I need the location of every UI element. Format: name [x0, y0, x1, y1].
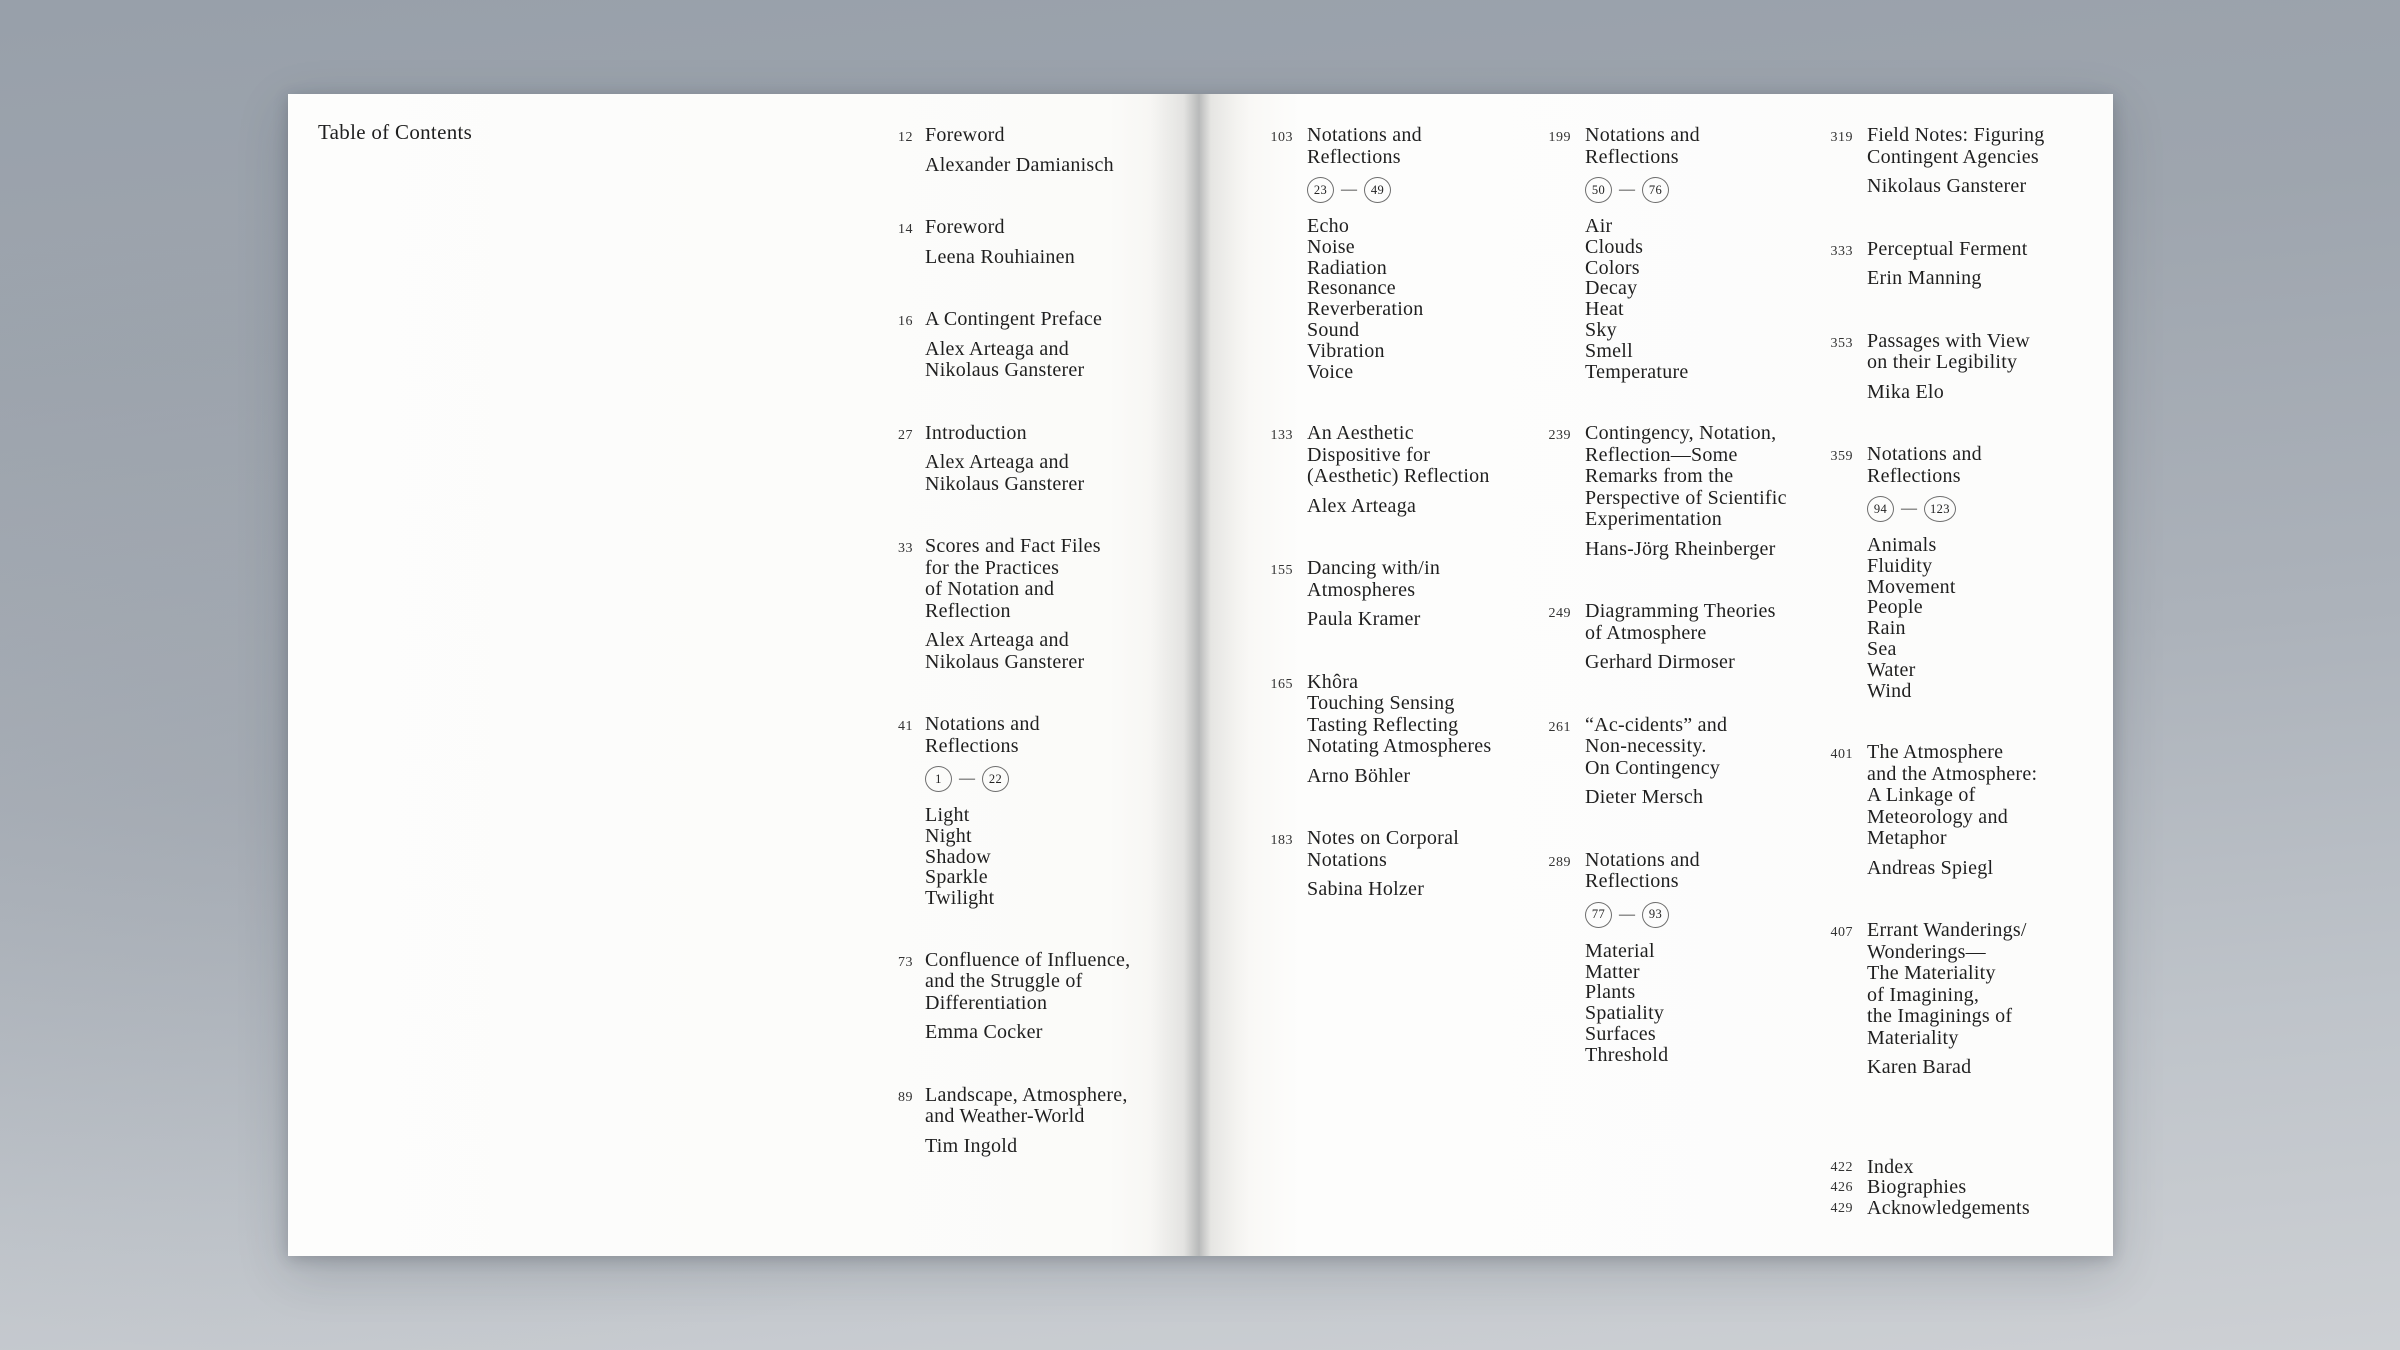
notation-item: Colors: [1585, 256, 1640, 279]
toc-entry: [1805, 444, 2044, 701]
entry-title-line: of Atmosphere: [1585, 621, 1707, 644]
entry-author-line: Alex Arteaga and: [925, 629, 1069, 651]
notation-item: People: [1867, 596, 1923, 619]
backmatter-entry: [1805, 1198, 2044, 1219]
notation-list: [1585, 216, 1700, 382]
entry-title-line: Diagramming Theories: [1585, 600, 1776, 623]
entry-title: [925, 125, 1114, 147]
entry-body: [925, 714, 1040, 909]
entry-title-line: A Contingent Preface: [925, 308, 1103, 330]
entry-title-line: Introduction: [925, 421, 1027, 444]
toc-column-right-3: [1805, 125, 2044, 1218]
entry-title: [925, 423, 1084, 445]
entry-page-number: 165: [1270, 676, 1293, 692]
entry-title-line: Reflections: [925, 734, 1019, 757]
entry-author-line: Tim Ingold: [925, 1134, 1018, 1157]
entry-title-line: Reflection: [925, 599, 1011, 622]
entry-page-number: 73: [898, 954, 913, 970]
entry-page-number: 426: [1830, 1180, 1853, 1196]
toc-entry: [883, 1085, 1130, 1158]
entry-title: [1867, 444, 1982, 487]
notation-list: [1867, 535, 1982, 701]
entry-title: [1867, 125, 2044, 168]
notation-item: Voice: [1307, 360, 1354, 383]
range-end-circle: 123: [1924, 496, 1956, 522]
notation-item: Temperature: [1585, 360, 1689, 383]
entry-page-number: 401: [1830, 747, 1853, 763]
entry-author-line: Erin Manning: [1867, 267, 1982, 289]
entry-page-number: 239: [1548, 428, 1571, 444]
notation-range-badge: [1307, 177, 1424, 203]
toc-entry: [1523, 423, 1787, 560]
entry-title-line: Non-necessity.: [1585, 735, 1707, 758]
entry-author-line: Hans-Jörg Rheinberger: [1585, 537, 1776, 560]
entry-title: [1867, 239, 2028, 261]
entry-title: [1307, 423, 1490, 488]
entry-title: [1867, 920, 2027, 1049]
notation-item: Night: [925, 824, 972, 847]
notation-item: Surfaces: [1585, 1023, 1656, 1046]
entry-authors: [1867, 176, 2044, 198]
entry-page-number: 14: [898, 222, 913, 237]
range-end-circle: 22: [982, 766, 1009, 792]
entry-author-line: Gerhard Dirmoser: [1585, 651, 1736, 674]
toc-entry: [1805, 920, 2044, 1079]
entry-title-line: An Aesthetic: [1307, 422, 1414, 445]
entry-authors: [1307, 496, 1490, 518]
entry-authors: [1307, 609, 1440, 631]
entry-body: [925, 309, 1102, 382]
range-dash: —: [959, 770, 975, 787]
toc-entry: [1523, 715, 1787, 809]
range-end-circle: 76: [1642, 177, 1669, 203]
entry-title-line: Perceptual Ferment: [1867, 237, 2028, 260]
notation-list: [925, 805, 1040, 909]
entry-title-line: Touching Sensing: [1307, 692, 1455, 715]
entry-author-line: Alex Arteaga and: [925, 337, 1069, 360]
entry-title-line: “Ac-cidents” and: [1585, 713, 1728, 736]
entry-author-line: Sabina Holzer: [1307, 878, 1425, 901]
entry-authors: [1867, 268, 2028, 290]
entry-authors: [1867, 858, 2037, 880]
entry-title-line: of Notation and: [925, 578, 1055, 600]
entry-author-line: Arno Böhler: [1307, 764, 1411, 787]
toc-column-left-page: [883, 125, 1130, 1198]
notation-item: Sound: [1307, 318, 1360, 341]
entry-title-line: Confluence of Influence,: [925, 948, 1131, 971]
notation-list: [1585, 941, 1700, 1066]
toc-entry: [883, 423, 1130, 496]
notation-item: Noise: [1307, 235, 1355, 258]
entry-author-line: Paula Kramer: [1307, 608, 1421, 631]
entry-author-line: Dieter Mersch: [1585, 786, 1704, 809]
entry-authors: [925, 1136, 1128, 1158]
entry-title: [1307, 672, 1491, 758]
entry-title-line: Meteorology and: [1867, 805, 2008, 828]
entry-page-number: 333: [1830, 243, 1853, 259]
entry-title-line: Differentiation: [925, 991, 1048, 1014]
entry-author-line: Alex Arteaga and: [925, 451, 1069, 473]
entry-authors: [1307, 879, 1459, 901]
entry-page-number: 41: [898, 719, 913, 734]
range-start-circle: 50: [1585, 177, 1612, 203]
entry-title-line: Notations: [1307, 848, 1388, 871]
entry-page-number: 319: [1830, 130, 1853, 145]
entry-page-number: 183: [1270, 833, 1293, 849]
toc-entry: [1245, 423, 1491, 517]
notation-item: Fluidity: [1867, 554, 1933, 577]
notation-item: Reverberation: [1307, 298, 1424, 321]
toc-entry: [1245, 828, 1491, 901]
notation-item: Water: [1867, 658, 1916, 681]
toc-entry: [1523, 601, 1787, 674]
entry-title: [1585, 601, 1776, 644]
entry-title: Acknowledgements: [1867, 1196, 2030, 1219]
entry-title-line: Scores and Fact Files: [925, 535, 1101, 557]
entry-author-line: Leena Rouhiainen: [925, 245, 1076, 268]
entry-title-line: Metaphor: [1867, 827, 1947, 850]
entry-page-number: 33: [898, 541, 913, 556]
entry-title: [1867, 331, 2030, 374]
range-start-circle: 1: [925, 766, 952, 792]
entry-authors: [925, 155, 1114, 177]
entry-authors: [1585, 787, 1727, 809]
entry-body: [925, 1085, 1128, 1158]
notation-item: Air: [1585, 215, 1613, 237]
notation-item: Threshold: [1585, 1043, 1669, 1066]
entry-title-line: Contingent Agencies: [1867, 145, 2039, 168]
notation-item: Heat: [1585, 298, 1624, 321]
entry-title-line: The Atmosphere: [1867, 741, 2004, 764]
entry-title-line: Tasting Reflecting: [1307, 713, 1459, 736]
notation-item: Light: [925, 804, 970, 826]
range-dash: —: [1619, 905, 1635, 923]
entry-title-line: Contingency, Notation,: [1585, 422, 1777, 445]
notation-item: Sea: [1867, 637, 1897, 660]
entry-title-line: the Imaginings of: [1867, 1005, 2013, 1028]
entry-author-line: Nikolaus Gansterer: [925, 650, 1085, 673]
entry-body: [1867, 331, 2030, 404]
entry-title-line: and the Struggle of: [925, 970, 1083, 993]
entry-title-line: Khôra: [1307, 670, 1359, 693]
toc-entry: [883, 125, 1130, 176]
entry-authors: [925, 339, 1102, 382]
entry-title: [925, 536, 1101, 622]
entry-title-line: Landscape, Atmosphere,: [925, 1083, 1128, 1106]
range-end-circle: 93: [1642, 902, 1669, 928]
entry-body: [1867, 444, 1982, 701]
notation-item: Material: [1585, 939, 1655, 962]
entry-title-line: Perspective of Scientific: [1585, 486, 1787, 509]
notation-range-badge: [1867, 496, 1982, 522]
entry-title-line: Reflections: [1585, 870, 1679, 893]
toc-entry: [883, 536, 1130, 673]
entry-author-line: Mika Elo: [1867, 380, 1944, 403]
toc-entry: [1805, 331, 2044, 404]
entry-title: [925, 217, 1075, 239]
entry-title: Biographies: [1867, 1176, 1967, 1199]
entry-title-line: Dispositive for: [1307, 443, 1431, 466]
entry-title-line: Notations and: [1307, 124, 1422, 146]
entry-title: Index: [1867, 1155, 1914, 1178]
entry-page-number: 249: [1548, 606, 1571, 622]
entry-title-line: and the Atmosphere:: [1867, 762, 2038, 785]
notation-item: Shadow: [925, 845, 991, 868]
entry-author-line: Emma Cocker: [925, 1021, 1043, 1044]
entry-title-line: Foreword: [925, 124, 1005, 146]
entry-authors: [1585, 539, 1787, 561]
entry-title-line: Notating Atmospheres: [1307, 735, 1492, 758]
entry-title-line: Dancing with/in: [1307, 557, 1441, 580]
entry-author-line: Nikolaus Gansterer: [1867, 175, 2027, 197]
entry-page-number: 103: [1270, 130, 1293, 145]
entry-authors: [1307, 766, 1491, 788]
backmatter-entry: [1805, 1157, 2044, 1178]
entry-title: [1585, 125, 1700, 168]
entry-title-line: Notations and: [1867, 443, 1982, 465]
notation-item: Decay: [1585, 277, 1638, 300]
toc-entry: [883, 309, 1130, 382]
range-dash: —: [1901, 500, 1917, 517]
toc-entry: [1523, 125, 1787, 382]
entry-page-number: 133: [1270, 428, 1293, 444]
entry-page-number: 89: [898, 1089, 913, 1105]
entry-page-number: 407: [1830, 925, 1853, 941]
entry-title-line: Reflections: [1307, 145, 1401, 168]
entry-title: [925, 1085, 1128, 1128]
entry-title-line: A Linkage of: [1867, 784, 1976, 807]
toc-entry: [1523, 850, 1787, 1066]
entry-body: [1867, 742, 2037, 879]
entry-page-number: 359: [1830, 449, 1853, 464]
notation-item: Resonance: [1307, 277, 1396, 300]
toc-entry: [883, 217, 1130, 268]
toc-title: Table of Contents: [318, 120, 473, 144]
entry-title: [1307, 828, 1459, 871]
notation-item: Sparkle: [925, 866, 988, 889]
entry-title-line: The Materiality: [1867, 962, 1996, 985]
entry-body: [925, 125, 1114, 176]
toc-entry: [1245, 672, 1491, 788]
entry-title-line: Materiality: [1867, 1026, 1959, 1049]
entry-title-line: Notations and: [925, 713, 1040, 735]
entry-page-number: 422: [1830, 1159, 1853, 1175]
range-start-circle: 94: [1867, 496, 1894, 522]
entry-body: [925, 950, 1130, 1044]
notation-item: Radiation: [1307, 256, 1388, 279]
toc-entry: [883, 950, 1130, 1044]
notation-item: Matter: [1585, 960, 1640, 983]
toc-entry: [1805, 742, 2044, 879]
notation-item: Vibration: [1307, 339, 1385, 362]
entry-body: [1585, 601, 1776, 674]
entry-authors: [925, 452, 1084, 495]
notation-item: Plants: [1585, 981, 1636, 1004]
entry-body: [1307, 558, 1440, 631]
entry-body: [1307, 125, 1424, 382]
range-start-circle: 77: [1585, 902, 1612, 928]
toc-entry: [1245, 558, 1491, 631]
entry-title: [1585, 715, 1727, 780]
notation-item: Sky: [1585, 318, 1617, 341]
entry-authors: [925, 247, 1075, 269]
entry-title-line: Experimentation: [1585, 508, 1723, 531]
notation-item: Movement: [1867, 575, 1956, 598]
notation-range-badge: [925, 766, 1040, 792]
entry-body: [1307, 828, 1459, 901]
toc-entry: [1245, 125, 1491, 382]
entry-title-line: Reflections: [1867, 464, 1961, 487]
entry-title-line: Passages with View: [1867, 329, 2030, 352]
entry-page-number: 429: [1830, 1200, 1853, 1216]
notation-list: [1307, 216, 1424, 382]
entry-title: [1867, 742, 2037, 850]
notation-item: Wind: [1867, 679, 1912, 702]
range-dash: —: [1619, 181, 1635, 198]
notation-item: Spatiality: [1585, 1002, 1665, 1025]
notation-item: Smell: [1585, 339, 1633, 362]
entry-title-line: Reflection—Some: [1585, 443, 1738, 466]
entry-page-number: 199: [1548, 130, 1571, 145]
entry-body: [1867, 239, 2028, 290]
backmatter-entry: [1805, 1177, 2044, 1198]
toc-column-right-1: [1245, 125, 1491, 942]
notation-item: Animals: [1867, 534, 1937, 556]
entry-title-line: of Imagining,: [1867, 983, 1980, 1006]
entry-body: [1585, 125, 1700, 382]
entry-author-line: Alexander Damianisch: [925, 153, 1114, 176]
entry-page-number: 27: [898, 427, 913, 443]
notation-range-badge: [1585, 177, 1700, 203]
entry-title-line: Foreword: [925, 216, 1005, 238]
notation-range-badge: [1585, 902, 1700, 928]
toc-entry: [883, 714, 1130, 909]
entry-title-line: Wonderings—: [1867, 940, 1986, 963]
entry-body: [1585, 715, 1727, 809]
entry-title: [925, 950, 1130, 1015]
toc-entry: [1805, 125, 2044, 198]
range-start-circle: 23: [1307, 177, 1334, 203]
entry-title: [1585, 423, 1787, 531]
entry-title-line: Errant Wanderings/: [1867, 919, 2027, 942]
entry-title-line: Reflections: [1585, 145, 1679, 168]
entry-author-line: Nikolaus Gansterer: [925, 472, 1085, 495]
entry-page-number: 261: [1548, 719, 1571, 735]
entry-author-line: Karen Barad: [1867, 1056, 1972, 1079]
entry-body: [925, 536, 1101, 673]
entry-title: [1307, 125, 1424, 168]
entry-body: [1585, 423, 1787, 560]
entry-title-line: Field Notes: Figuring: [1867, 124, 2045, 146]
entry-body: [1585, 850, 1700, 1066]
entry-page-number: 353: [1830, 335, 1853, 351]
entry-title: [925, 714, 1040, 757]
book-spread: [288, 94, 2113, 1256]
entry-title-line: (Aesthetic) Reflection: [1307, 465, 1490, 488]
entry-page-number: 155: [1270, 563, 1293, 579]
entry-title: [1585, 850, 1700, 893]
notation-item: Rain: [1867, 617, 1906, 640]
range-dash: —: [1341, 181, 1357, 198]
entry-authors: [1585, 652, 1776, 674]
entry-body: [1307, 423, 1490, 517]
entry-author-line: Nikolaus Gansterer: [925, 359, 1085, 381]
toc-column-right-2: [1523, 125, 1787, 1107]
entry-authors: [925, 630, 1101, 673]
entry-body: [1867, 920, 2027, 1079]
entry-title-line: on their Legibility: [1867, 351, 2018, 373]
entry-body: [925, 217, 1075, 268]
entry-title: [925, 309, 1102, 331]
notation-item: Echo: [1307, 215, 1350, 237]
entry-title-line: Atmospheres: [1307, 578, 1416, 601]
entry-page-number: 12: [898, 130, 913, 145]
entry-title: [1307, 558, 1440, 601]
entry-body: [1307, 672, 1491, 788]
entry-title-line: On Contingency: [1585, 756, 1721, 779]
entry-page-number: 289: [1548, 854, 1571, 870]
notation-item: Clouds: [1585, 235, 1644, 258]
entry-title-line: Notes on Corporal: [1307, 827, 1460, 850]
entry-authors: [925, 1022, 1130, 1044]
entry-title-line: Remarks from the: [1585, 465, 1734, 488]
range-end-circle: 49: [1364, 177, 1391, 203]
entry-authors: [1867, 382, 2030, 404]
entry-title-line: and Weather-World: [925, 1105, 1085, 1128]
entry-author-line: Andreas Spiegl: [1867, 856, 1994, 879]
entry-title-line: for the Practices: [925, 556, 1060, 579]
entry-title-line: Notations and: [1585, 124, 1700, 146]
entry-authors: [1867, 1057, 2027, 1079]
entry-title-line: Notations and: [1585, 848, 1700, 871]
notation-item: Twilight: [925, 887, 995, 910]
entry-body: [925, 423, 1084, 496]
entry-body: [1867, 125, 2044, 198]
toc-entry: [1805, 239, 2044, 290]
entry-page-number: 16: [898, 314, 913, 329]
entry-author-line: Alex Arteaga: [1307, 494, 1417, 517]
